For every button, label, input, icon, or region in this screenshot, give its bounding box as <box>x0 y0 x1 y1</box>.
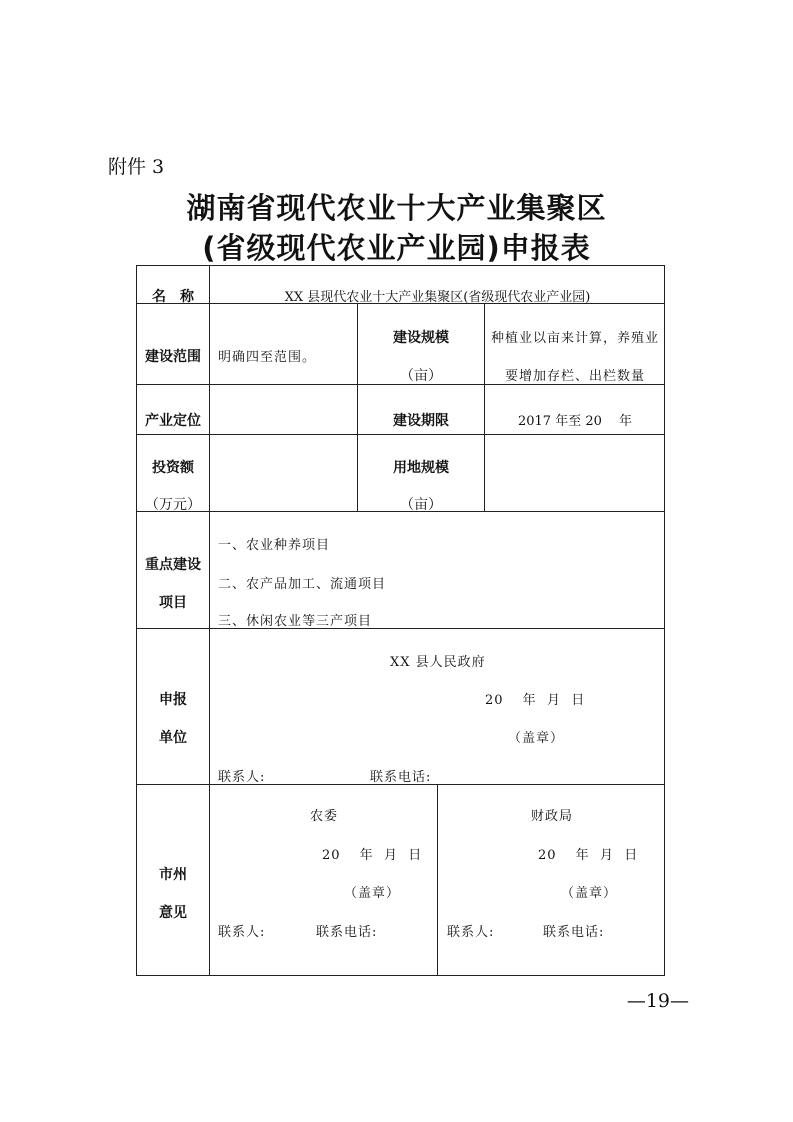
city-label-line1: 市州 <box>159 867 187 883</box>
scale-label: 建设规模 <box>393 330 449 346</box>
invest-label: 投资额 <box>152 460 194 476</box>
invest-unit: （万元） <box>145 497 201 513</box>
city-left-phone[interactable]: 联系电话: <box>316 925 378 940</box>
applicant-contact[interactable]: 联系人: <box>218 770 266 785</box>
table-border-top <box>136 265 665 266</box>
position-label: 产业定位 <box>145 413 201 429</box>
city-right-phone[interactable]: 联系电话: <box>543 925 605 940</box>
city-left-org: 农委 <box>310 809 339 824</box>
city-right-org: 财政局 <box>531 809 574 824</box>
period-value[interactable]: 2017 年至 20 年 <box>517 414 633 429</box>
scale-note-line1: 种植业以亩来计算，养殖业 <box>490 331 659 346</box>
form-title-line2: (省级现代农业产业园)申报表 <box>202 231 591 265</box>
name-label: 名 称 <box>152 289 194 305</box>
city-opinion-divider <box>437 784 438 976</box>
period-label: 建设期限 <box>393 413 449 429</box>
applicant-phone[interactable]: 联系电话: <box>370 770 432 785</box>
label-column-divider <box>209 265 210 976</box>
applicant-label-line2: 单位 <box>159 730 187 746</box>
row-separator <box>136 628 665 629</box>
scale-unit: （亩） <box>400 368 442 384</box>
invest-field[interactable] <box>210 435 357 511</box>
city-right-date[interactable]: 20 年 月 日 <box>538 848 639 863</box>
name-value: XX 县现代农业十大产业集聚区(省级现代农业产业园) <box>284 290 591 305</box>
land-label: 用地规模 <box>393 460 449 476</box>
land-unit: （亩） <box>400 497 442 513</box>
position-field[interactable] <box>210 385 357 434</box>
scope-label: 建设范围 <box>145 349 201 365</box>
city-label-line2: 意见 <box>159 905 187 921</box>
land-field[interactable] <box>485 435 664 511</box>
city-left-contact[interactable]: 联系人: <box>218 925 266 940</box>
applicant-org: XX 县人民政府 <box>390 655 486 670</box>
page-number: —19— <box>626 990 689 1012</box>
table-border-left <box>136 265 137 976</box>
city-right-contact[interactable]: 联系人: <box>447 925 495 940</box>
attachment-label: 附件 3 <box>108 156 165 178</box>
scale-note-line2: 要增加存栏、出栏数量 <box>504 369 645 384</box>
project-item: 二、农产品加工、流通项目 <box>218 577 387 592</box>
project-item: 三、休闲农业等三产项目 <box>218 614 373 629</box>
form-title-line1: 湖南省现代农业十大产业集聚区 <box>186 191 607 225</box>
table-border-bottom <box>136 975 665 976</box>
city-right-seal: （盖章） <box>561 886 618 901</box>
applicant-seal: （盖章） <box>508 731 565 746</box>
city-left-seal: （盖章） <box>344 886 401 901</box>
project-item: 一、农业种养项目 <box>218 538 331 553</box>
projects-label-line2: 项目 <box>159 595 187 611</box>
applicant-label-line1: 申报 <box>159 692 187 708</box>
projects-label-line1: 重点建设 <box>145 557 201 573</box>
scope-value[interactable]: 明确四至范围。 <box>218 350 317 365</box>
city-left-date[interactable]: 20 年 月 日 <box>322 848 423 863</box>
applicant-date[interactable]: 20 年 月 日 <box>485 693 586 708</box>
